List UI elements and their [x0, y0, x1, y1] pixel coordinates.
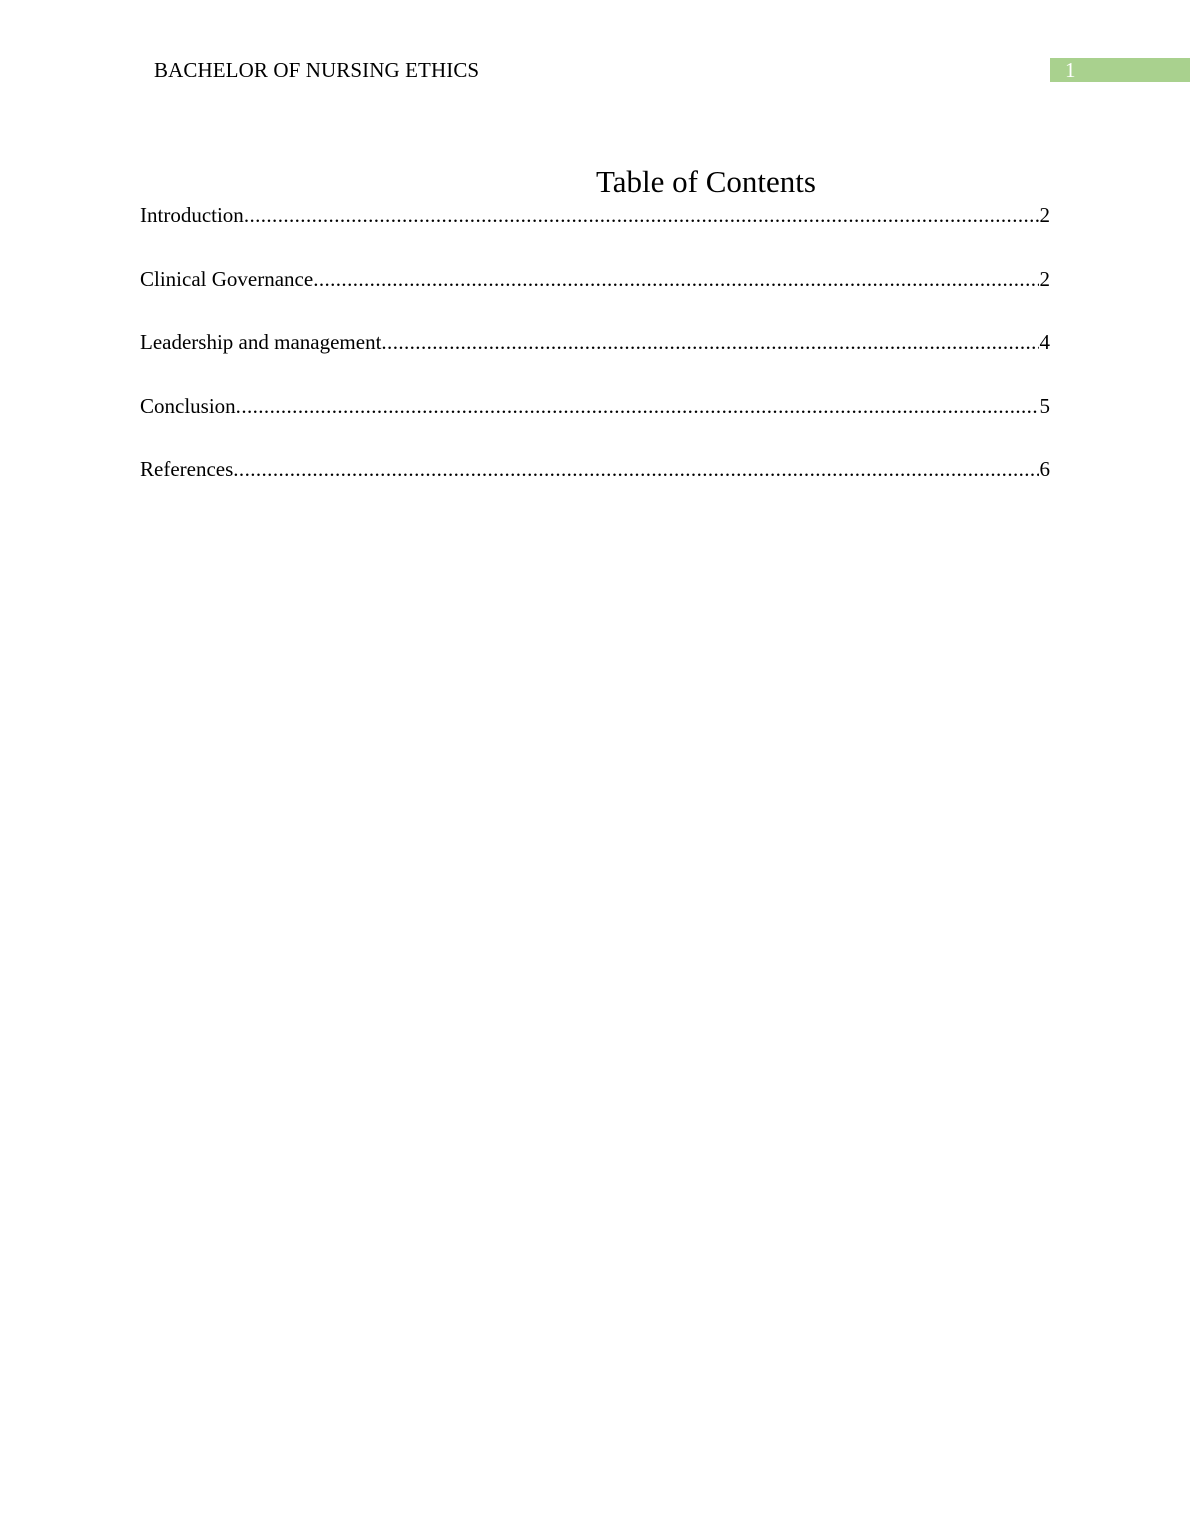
toc-title: Table of Contents [596, 164, 816, 199]
toc-dot-leader [381, 328, 1038, 356]
toc-entry-introduction[interactable] [140, 201, 1050, 229]
toc-entry-label: Leadership and management [140, 330, 382, 354]
toc-entry-clinical-governance[interactable] [140, 265, 1050, 293]
toc-dot-leader [244, 201, 1039, 229]
toc-entry-label: Clinical Governance [140, 266, 314, 291]
page-number: 1 [1065, 58, 1076, 82]
toc-entry-leadership-and-management[interactable] [140, 328, 1050, 356]
toc-entry-label: Introduction [140, 203, 244, 227]
toc-entry-label: References [140, 457, 234, 481]
running-head: BACHELOR OF NURSING ETHICS [154, 58, 480, 82]
toc-entry-page: 6 [1039, 457, 1050, 481]
toc-entry-conclusion[interactable] [140, 392, 1050, 420]
table-of-contents [140, 201, 1050, 519]
toc-dot-leader [236, 392, 1039, 420]
toc-entry-page: 2 [1039, 266, 1050, 291]
toc-entry-page: 2 [1039, 203, 1050, 227]
toc-dot-leader [313, 265, 1038, 293]
toc-dot-leader [233, 455, 1038, 483]
page-number-badge [1050, 58, 1190, 82]
toc-entry-page: 4 [1039, 330, 1050, 354]
toc-entry-page: 5 [1039, 393, 1050, 418]
toc-entry-label: Conclusion [140, 393, 236, 418]
toc-entry-references[interactable] [140, 455, 1050, 483]
